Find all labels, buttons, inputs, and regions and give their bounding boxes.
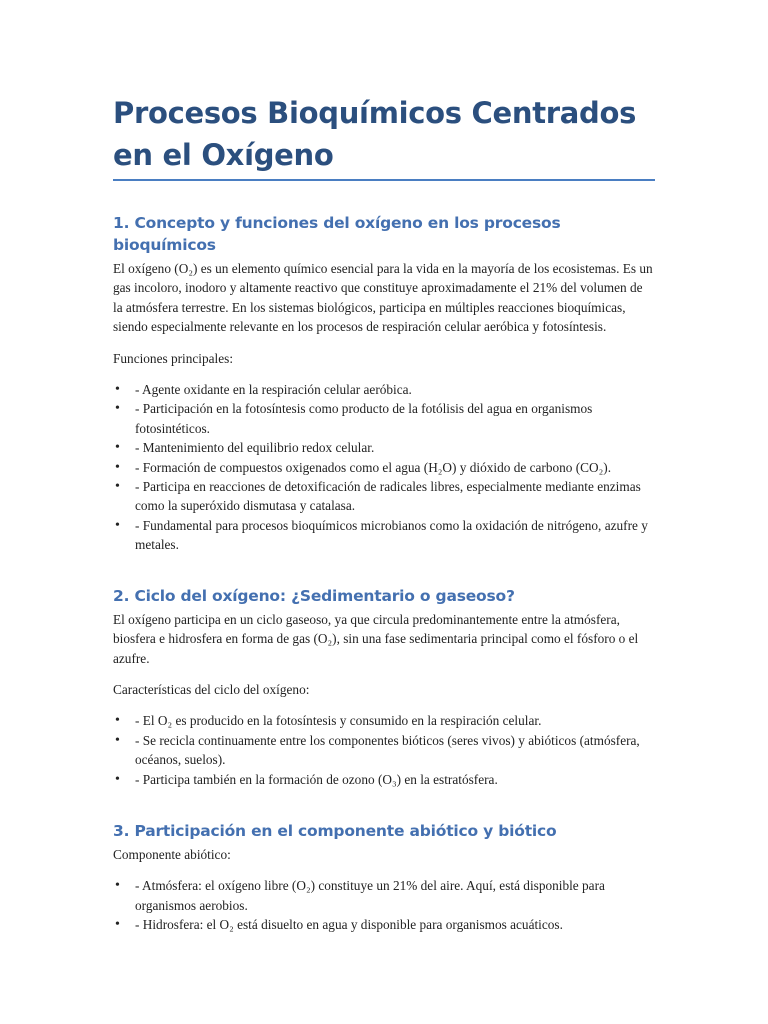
bullet-icon: • [115, 713, 120, 729]
bullet-icon: • [115, 771, 120, 787]
section-2-paragraph: El oxígeno participa en un ciclo gaseoso, ya que circula predominantemente entre la atmósfera, biosfera e hidrosfera en forma de gas (O₂), sin una fase sedimentaria principal como el fósforo o el azufre. [113, 611, 639, 666]
section-1-heading: 1. Concepto y funciones del oxígeno en los procesos bioquímicos [113, 214, 561, 254]
section-1-bullet-list [113, 380, 655, 555]
list-item: • - Hidrosfera: el O₂ está disuelto en agua y disponible para organismos acuáticos. [113, 915, 655, 934]
bullet-icon: • [115, 459, 120, 475]
page-title: Procesos Bioquímicos Centrados en el Oxígeno [113, 92, 655, 181]
list-item: • - El O₂ es producido en la fotosíntesis y consumido en la respiración celular. [113, 711, 655, 730]
bullet-icon: • [115, 440, 120, 456]
section-2-bullet-list [113, 711, 655, 789]
list-item: • - Agente oxidante en la respiración celular aeróbica. [113, 380, 655, 399]
list-item: • - Mantenimiento del equilibrio redox celular. [113, 438, 655, 457]
section-3-heading: 3. Participación en el componente abiótico y biótico [113, 821, 557, 840]
list-item: • - Fundamental para procesos bioquímicos microbianos como la oxidación de nitrógeno, azufre y metales. [115, 517, 648, 553]
section-3-list-label: Componente abiótico: [113, 846, 231, 862]
list-item: • - Participación en la fotosíntesis como producto de la fotólisis del agua en organismos fotosintéticos. [115, 401, 593, 436]
bullet-icon: • [115, 878, 120, 894]
bullet-icon: • [115, 479, 120, 495]
section-2-list-label: Características del ciclo del oxígeno: [113, 681, 310, 697]
section-1-list-label: Funciones principales: [113, 350, 234, 366]
section-1-paragraph: El oxígeno (O₂) es un elemento químico esencial para la vida en la mayoría de los ecosistemas. Es un gas incoloro, inodoro y altamente reactivo que constituye aproximadamente el 21% del volumen de la atmósfera terrestre. En los sistemas biológicos, participa en múltiples reacciones bioquímicas, siendo especialmente relevante en los procesos de respiración celular aeróbica y fotosíntesis. [113, 261, 653, 335]
bullet-icon: • [115, 382, 120, 398]
list-item: • - Formación de compuestos oxigenados como el agua (H₂O) y dióxido de carbono (CO₂). [113, 458, 655, 477]
bullet-icon: • [115, 917, 120, 933]
document-page [113, 92, 655, 935]
list-item: • - Atmósfera: el oxígeno libre (O₂) constituye un 21% del aire. Aquí, está disponible para organismos aerobios. [115, 878, 605, 913]
bullet-icon: • [115, 401, 120, 417]
bullet-icon: • [115, 732, 120, 748]
bullet-icon: • [115, 517, 120, 533]
section-2-heading: 2. Ciclo del oxígeno: ¿Sedimentario o gaseoso? [113, 586, 515, 605]
section-3-bullet-list [113, 876, 655, 934]
list-item: • - Participa en reacciones de detoxificación de radicales libres, especialmente mediante enzimas como la superóxido dismutasa y catalasa. [115, 479, 641, 514]
list-item: • - Se recicla continuamente entre los componentes bióticos (seres vivos) y abióticos (atmósfera, océanos, suelos). [115, 732, 640, 768]
list-item: • - Participa también en la formación de ozono (O₃) en la estratósfera. [113, 770, 655, 789]
